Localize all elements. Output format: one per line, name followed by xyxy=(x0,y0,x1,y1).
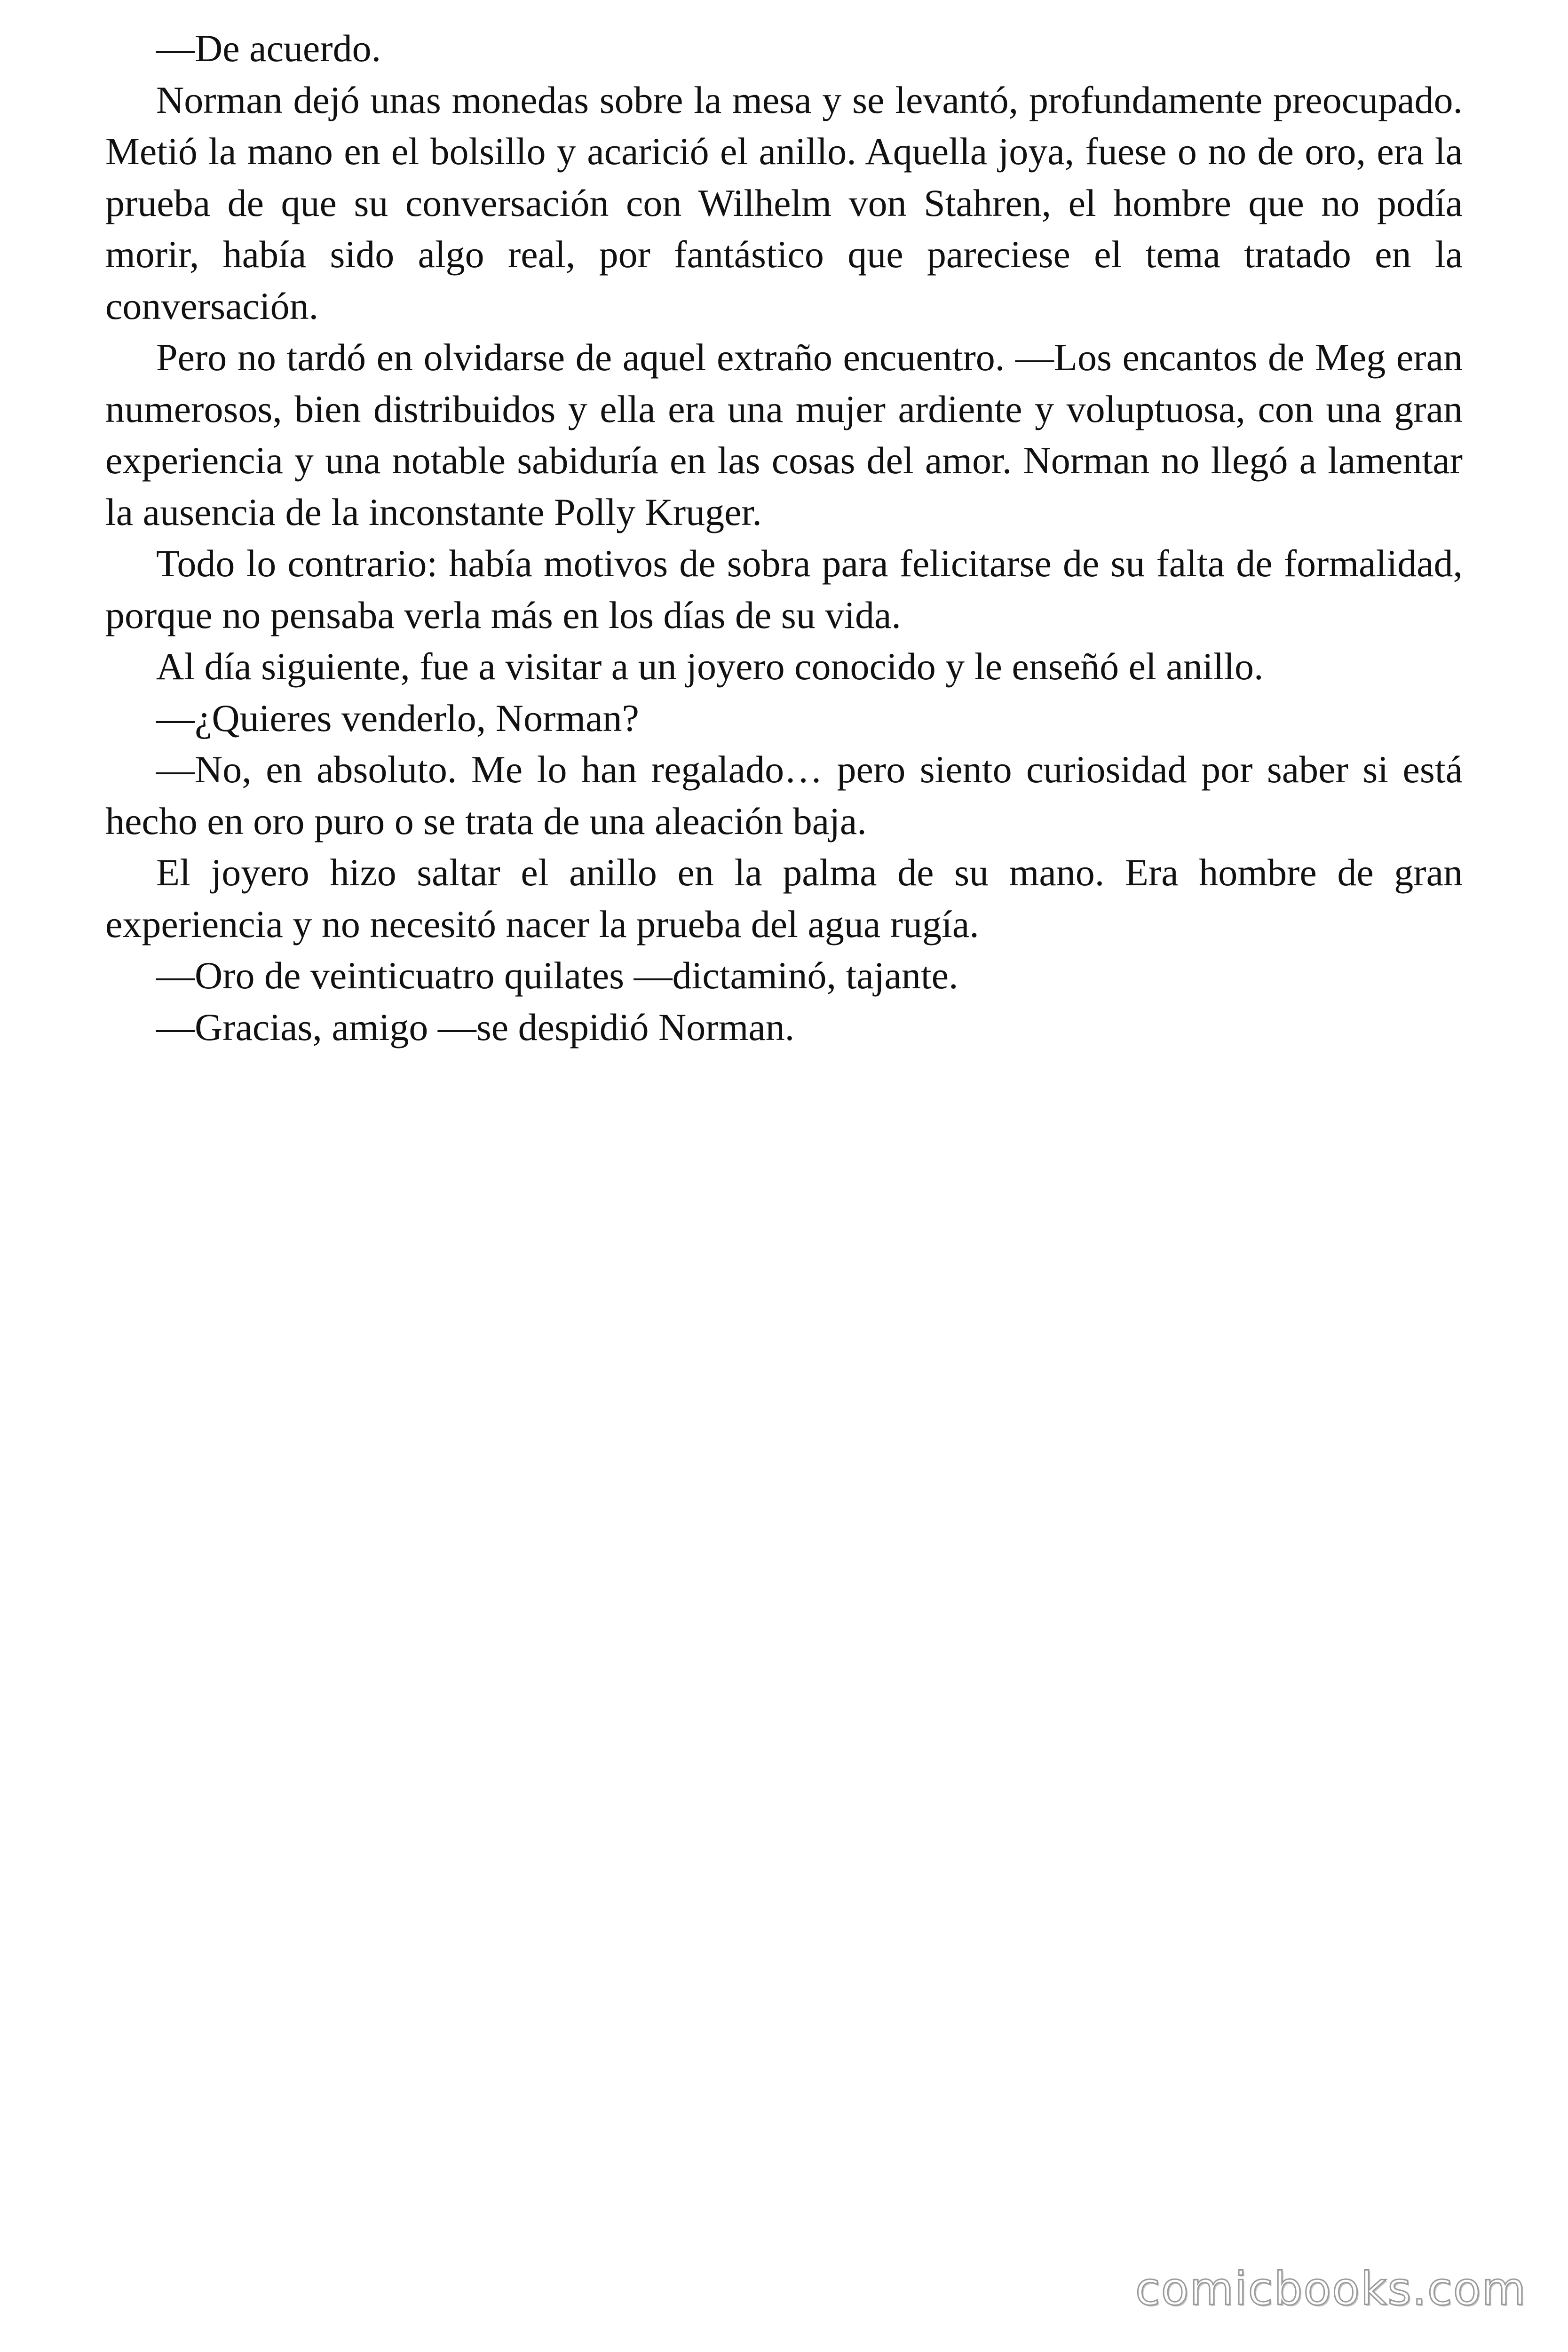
paragraph: —Oro de veinticuatro quilates —dictaminó, tajante. xyxy=(156,954,958,997)
paragraph: —¿Quieres venderlo, Norman? xyxy=(156,696,639,739)
watermark: comicbooks.com xyxy=(1135,2263,1527,2315)
paragraph: Pero no tardó en olvidarse de aquel extraño encuentro. —Los encantos de Meg eran numerosos, bien distribuidos y ella era una mujer ardiente y voluptuosa, con una gran experiencia y una notable sabiduría en las cosas del amor. Norman no llegó a lamentar la ausencia de la inconstante Polly Kruger. xyxy=(105,336,1463,533)
paragraph: El joyero hizo saltar el anillo en la palma de su mano. Era hombre de gran experiencia y no necesitó nacer la prueba del agua rugía. xyxy=(105,851,1463,946)
paragraph: —No, en absoluto. Me lo han regalado… pero siento curiosidad por saber si está hecho en oro puro o se trata de una aleación baja. xyxy=(105,748,1463,842)
paragraph: Al día siguiente, fue a visitar a un joyero conocido y le enseñó el anillo. xyxy=(156,645,1264,688)
paragraph: —Gracias, amigo —se despidió Norman. xyxy=(156,1005,795,1049)
paragraph: Todo lo contrario: había motivos de sobra para felicitarse de su falta de formalidad, porque no pensaba verla más en los días de su vida. xyxy=(105,542,1463,636)
body-text xyxy=(105,23,1463,1053)
paragraph: —De acuerdo. xyxy=(156,27,381,70)
paragraph: Norman dejó unas monedas sobre la mesa y se levantó, profundamente preocupado. Metió la mano en el bolsillo y acarició el anillo. Aquella joya, fuese o no de oro, era la prueba de que su conversación con Wilhelm von Stahren, el hombre que no podía morir, había sido algo real, por fantástico que pareciese el tema tratado en la conversación. xyxy=(105,78,1463,327)
